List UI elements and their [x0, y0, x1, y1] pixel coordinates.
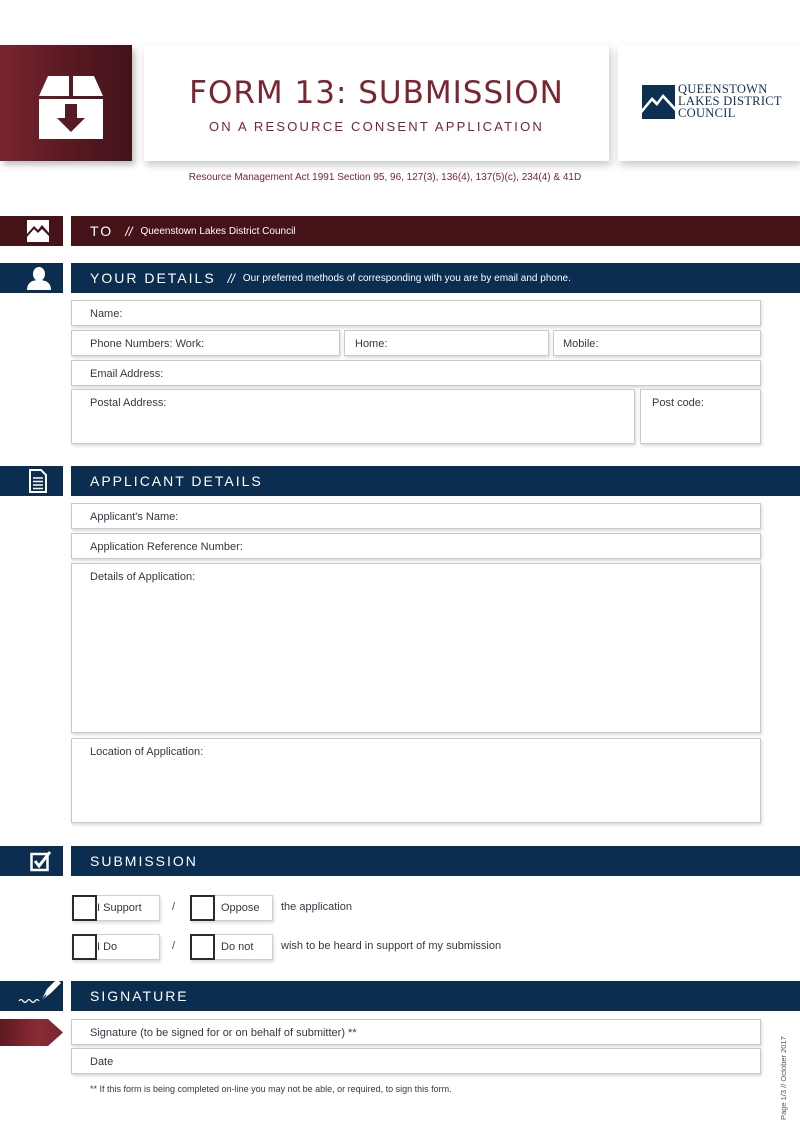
support-option[interactable]: I Support: [72, 895, 160, 921]
application-location-field[interactable]: Location of Application:: [71, 738, 761, 823]
date-field[interactable]: Date: [71, 1048, 761, 1074]
submission-icon-tab: [0, 846, 63, 876]
signature-icon-tab: [0, 981, 63, 1011]
phone-mobile-field[interactable]: Mobile:: [553, 330, 761, 356]
logo-text: QUEENSTOWN LAKES DISTRICT COUNCIL: [678, 82, 782, 120]
signature-section-bar: [71, 981, 800, 1011]
fountain-pen-icon: [17, 975, 63, 1007]
to-recipient: Queenstown Lakes District Council: [140, 225, 296, 237]
oppose-option[interactable]: Oppose: [190, 895, 273, 921]
applicant-name-field[interactable]: Applicant's Name:: [71, 503, 761, 529]
act-reference: Resource Management Act 1991 Section 95, 96, 127(3), 136(4), 137(5)(c), 234(4) & 41D: [188, 172, 582, 183]
do-option[interactable]: I Do: [72, 934, 160, 960]
mountain-logo-icon: [642, 85, 675, 119]
applicant-details-title: APPLICANT DETAILS: [90, 473, 263, 489]
signature-footnote: ** If this form is being completed on-line you may not be able, or required, to sign this form.: [90, 1084, 452, 1094]
form-icon-panel: [0, 45, 132, 161]
to-title: TO: [90, 223, 114, 239]
signature-arrow-marker: [0, 1019, 63, 1046]
to-section-bar: TO // Queenstown Lakes District Council: [71, 216, 800, 246]
do-not-checkbox[interactable]: [190, 934, 215, 960]
applicant-details-icon-tab: [0, 466, 63, 496]
heard-tail: wish to be heard in support of my submission: [281, 940, 502, 952]
oppose-checkbox[interactable]: [190, 895, 215, 921]
support-oppose-tail: the application: [281, 901, 352, 913]
name-field[interactable]: Name:: [71, 300, 761, 326]
title-panel: [144, 45, 609, 161]
postal-address-field[interactable]: Postal Address:: [71, 389, 635, 444]
person-icon: [26, 266, 52, 290]
mountain-icon: [27, 220, 49, 242]
phone-work-field[interactable]: Phone Numbers: Work:: [71, 330, 340, 356]
page-title: FORM 13: SUBMISSION: [189, 75, 564, 111]
reference-number-field[interactable]: Application Reference Number:: [71, 533, 761, 559]
submission-section-bar: [71, 846, 800, 876]
your-details-note: Our preferred methods of corresponding with you are by email and phone.: [242, 272, 571, 284]
support-checkbox[interactable]: [72, 895, 97, 921]
council-logo: [618, 45, 800, 161]
email-field[interactable]: Email Address:: [71, 360, 761, 386]
to-icon-tab: [0, 216, 63, 246]
submission-title: SUBMISSION: [90, 853, 198, 869]
your-details-section-bar: YOUR DETAILS // Our preferred methods of corresponding with you are by email and phone.: [71, 263, 800, 293]
your-details-icon-tab: [0, 263, 63, 293]
signature-field[interactable]: Signature (to be signed for or on behalf of submitter) **: [71, 1019, 761, 1045]
do-not-option[interactable]: Do not: [190, 934, 273, 960]
your-details-title: YOUR DETAILS: [90, 270, 216, 286]
page-subtitle: ON A RESOURCE CONSENT APPLICATION: [208, 119, 545, 134]
post-code-field[interactable]: Post code:: [640, 389, 761, 444]
checkbox-checked-icon: [30, 850, 52, 872]
application-details-field[interactable]: Details of Application:: [71, 563, 761, 733]
download-box-icon: [36, 72, 106, 142]
signature-title: SIGNATURE: [90, 988, 189, 1004]
document-list-icon: [29, 469, 47, 493]
do-checkbox[interactable]: [72, 934, 97, 960]
applicant-details-section-bar: [71, 466, 800, 496]
page-info: Page 1/3 // October 2017: [779, 1036, 788, 1120]
phone-home-field[interactable]: Home:: [344, 330, 549, 356]
